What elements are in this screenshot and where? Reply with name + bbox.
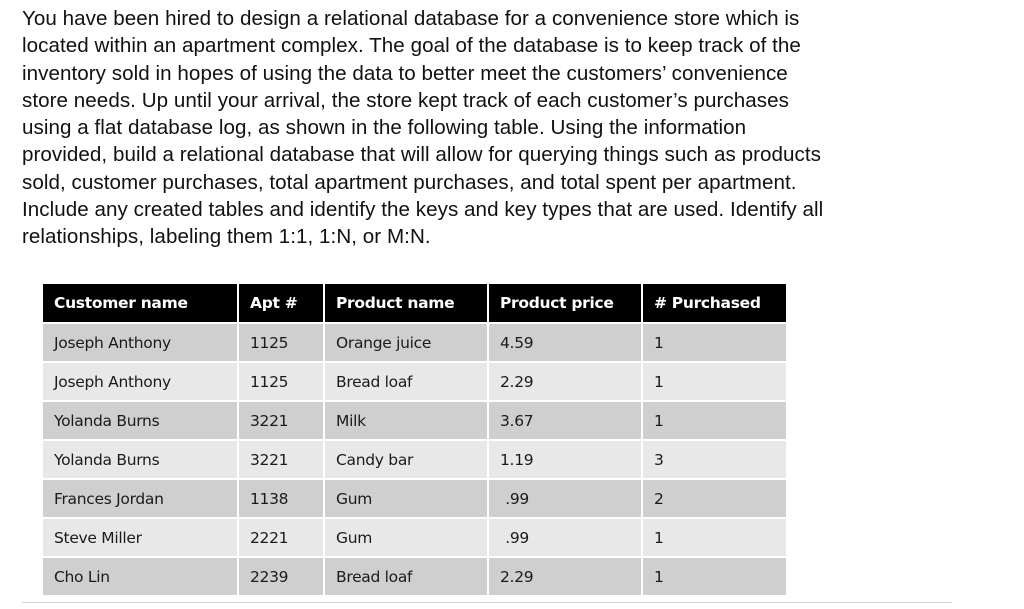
prompt-line: sold, customer purchases, total apartment purchases, and total spent per apartment. [22, 170, 797, 194]
cell-product-name: Gum [324, 518, 488, 557]
cell-apt-number: 3221 [238, 440, 324, 479]
cell-number-purchased: 1 [642, 518, 786, 557]
table-row [43, 518, 786, 557]
prompt-line: inventory sold in hopes of using the data to better meet the customers’ convenience [22, 61, 788, 85]
cell-customer-name: Cho Lin [43, 557, 238, 595]
cell-product-name: Bread loaf [324, 557, 488, 595]
cell-apt-number: 1138 [238, 479, 324, 518]
assignment-prompt [22, 5, 982, 251]
cell-customer-name: Joseph Anthony [43, 362, 238, 401]
table-row [43, 401, 786, 440]
header-product-name: Product name [324, 284, 488, 323]
table-row [43, 362, 786, 401]
header-apt-number: Apt # [238, 284, 324, 323]
cell-product-price: .99 [488, 479, 642, 518]
prompt-line: located within an apartment complex. The goal of the database is to keep track of the [22, 34, 801, 58]
cell-number-purchased: 1 [642, 323, 786, 362]
cell-product-name: Bread loaf [324, 362, 488, 401]
cell-product-price: 2.29 [488, 557, 642, 595]
header-customer-name: Customer name [43, 284, 238, 323]
cell-number-purchased: 1 [642, 401, 786, 440]
cell-apt-number: 1125 [238, 323, 324, 362]
cell-customer-name: Steve Miller [43, 518, 238, 557]
table-row [43, 557, 786, 595]
cell-customer-name: Yolanda Burns [43, 401, 238, 440]
divider-line [22, 602, 952, 603]
cell-number-purchased: 1 [642, 362, 786, 401]
cell-product-name: Milk [324, 401, 488, 440]
cell-apt-number: 1125 [238, 362, 324, 401]
cell-product-price: 2.29 [488, 362, 642, 401]
purchase-log-table [43, 284, 786, 595]
cell-apt-number: 3221 [238, 401, 324, 440]
table-row [43, 323, 786, 362]
cell-customer-name: Yolanda Burns [43, 440, 238, 479]
table-row [43, 479, 786, 518]
cell-product-price: .99 [488, 518, 642, 557]
cell-customer-name: Frances Jordan [43, 479, 238, 518]
header-number-purchased: # Purchased [642, 284, 786, 323]
prompt-line: You have been hired to design a relational database for a convenience store which is [22, 7, 800, 30]
cell-number-purchased: 3 [642, 440, 786, 479]
prompt-line: provided, build a relational database that will allow for querying things such as products [22, 143, 821, 167]
cell-product-name: Orange juice [324, 323, 488, 362]
table-row [43, 440, 786, 479]
table-header-row [43, 284, 786, 323]
cell-product-price: 4.59 [488, 323, 642, 362]
cell-number-purchased: 1 [642, 557, 786, 595]
cell-apt-number: 2221 [238, 518, 324, 557]
header-product-price: Product price [488, 284, 642, 323]
cell-product-name: Candy bar [324, 440, 488, 479]
prompt-line: using a flat database log, as shown in the following table. Using the information [22, 116, 747, 140]
cell-product-price: 3.67 [488, 401, 642, 440]
prompt-line: Include any created tables and identify the keys and key types that are used. Identify all [22, 198, 824, 222]
cell-product-price: 1.19 [488, 440, 642, 479]
cell-apt-number: 2239 [238, 557, 324, 595]
cell-number-purchased: 2 [642, 479, 786, 518]
prompt-line: relationships, labeling them 1:1, 1:N, or M:N. [22, 225, 431, 249]
prompt-line: store needs. Up until your arrival, the store kept track of each customer’s purchases [22, 88, 789, 112]
cell-product-name: Gum [324, 479, 488, 518]
cell-customer-name: Joseph Anthony [43, 323, 238, 362]
